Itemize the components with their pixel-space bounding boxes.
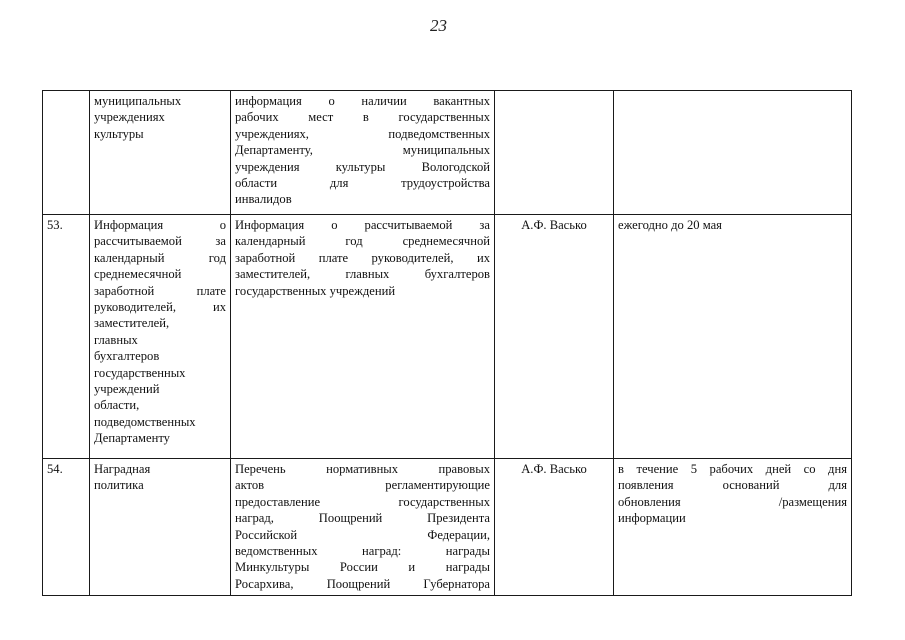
- content-line: ведомственных наград: награды: [235, 544, 490, 559]
- content-line: рабочих мест в государственных: [235, 110, 490, 125]
- content-line: Департаменту, муниципальных: [235, 143, 490, 158]
- section-name-line: главных: [94, 332, 138, 347]
- section-name-line: подведомственных: [94, 414, 196, 429]
- content-line: заработной плате руководителей, их: [235, 250, 490, 265]
- plan-table: [42, 90, 852, 596]
- row-number-cell: [43, 91, 90, 215]
- term-line: в течение 5 рабочих дней со дня: [618, 462, 847, 476]
- section-name-line: рассчитываемой за: [94, 234, 226, 249]
- section-name-line: Наградная: [94, 462, 151, 476]
- responsible-cell: А.Ф. Васько: [495, 215, 614, 459]
- section-name-line: бухгалтеров: [94, 349, 160, 364]
- section-name-line: области,: [94, 398, 140, 413]
- content-line: области для трудоустройства: [235, 176, 490, 191]
- term-line: информации: [618, 511, 686, 526]
- section-name-line: государственных: [94, 365, 186, 380]
- term-cell: [614, 91, 852, 215]
- responsible-cell: [495, 91, 614, 215]
- section-name-line: заработной плате: [94, 283, 226, 298]
- term-line: появления оснований для: [618, 478, 847, 493]
- section-name-line: Департаменту: [94, 431, 170, 446]
- content-cell: [231, 91, 495, 215]
- content-line: Российской Федерации,: [235, 527, 490, 542]
- table-row: [43, 91, 852, 215]
- content-line: учреждения культуры Вологодской: [235, 159, 490, 174]
- content-line: актов регламентирующие: [235, 478, 490, 493]
- responsible-cell: А.Ф. Васько: [495, 459, 614, 596]
- section-name-line: руководителей, их: [94, 300, 226, 315]
- section-name-line: учреждений: [94, 382, 160, 397]
- term-cell: [614, 215, 852, 459]
- section-name-cell: [90, 459, 231, 596]
- content-line: информация о наличии вакантных: [235, 94, 490, 108]
- section-name-cell: [90, 215, 231, 459]
- section-name-line: заместителей,: [94, 316, 170, 331]
- term-line: обновления /размещения: [618, 494, 847, 509]
- content-line: Минкультуры России и награды: [235, 560, 490, 575]
- row-number-cell: 54.: [43, 459, 90, 596]
- section-name-line: Информация о: [94, 218, 226, 232]
- content-line: учреждениях, подведомственных: [235, 126, 490, 141]
- content-line: Росархива, Поощрений Губернатора: [235, 576, 490, 591]
- content-line: наград, Поощрений Президента: [235, 511, 490, 526]
- section-name-line: муниципальных: [94, 94, 182, 108]
- section-name-line: среднемесячной: [94, 267, 182, 282]
- term-cell: [614, 459, 852, 596]
- content-line: предоставление государственных: [235, 494, 490, 509]
- table-row: [43, 459, 852, 596]
- content-line: Информация о рассчитываемой за: [235, 218, 490, 232]
- content-line: инвалидов: [235, 192, 292, 207]
- section-name-cell: [90, 91, 231, 215]
- content-line: календарный год среднемесячной: [235, 234, 490, 249]
- section-name-line: календарный год: [94, 250, 226, 265]
- page-number: 23: [430, 16, 447, 35]
- section-name-line: учреждениях: [94, 110, 165, 125]
- table-row: [43, 215, 852, 459]
- section-name-line: культуры: [94, 126, 144, 141]
- row-number-cell: 53.: [43, 215, 90, 459]
- content-cell: [231, 215, 495, 459]
- term-line: ежегодно до 20 мая: [618, 218, 722, 232]
- content-cell: [231, 459, 495, 596]
- section-name-line: политика: [94, 478, 144, 493]
- content-line: Перечень нормативных правовых: [235, 462, 490, 476]
- content-line: государственных учреждений: [235, 283, 396, 298]
- content-line: заместителей, главных бухгалтеров: [235, 267, 490, 282]
